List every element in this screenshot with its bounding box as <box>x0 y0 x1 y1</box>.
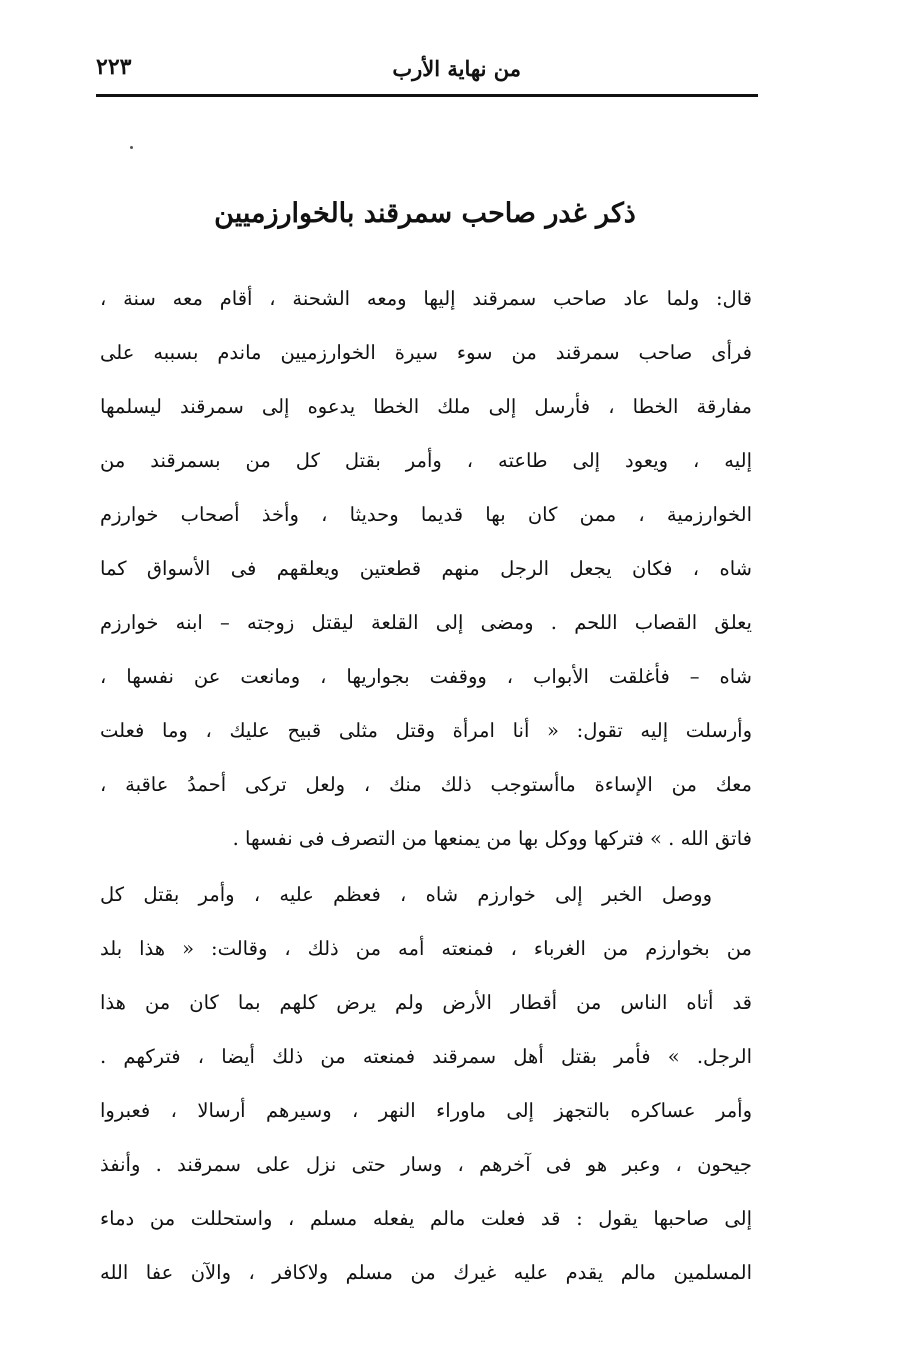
running-head-title: من نهاية الأرب <box>392 56 521 81</box>
text-line: المسلمين مالم يقدم عليه غيرك من مسلم ولاكافر ، والآن عفا الله <box>100 1261 752 1284</box>
text-line: معك من الإساءة ماأستوجب ذلك منك ، ولعل تركى أحمدُ عاقبة ، <box>100 773 752 796</box>
paragraph-1 <box>100 272 752 866</box>
text-line: إليه ، ويعود إلى طاعته ، وأمر بقتل كل من بسمرقند من <box>100 449 752 472</box>
text-line: شاه ، فكان يجعل الرجل منهم قطعتين ويعلقهم فى الأسواق كما <box>100 557 752 580</box>
ink-speck <box>130 146 133 149</box>
text-line: قد أتاه الناس من أقطار الأرض ولم يرض كلهم بما كان من هذا <box>100 991 752 1014</box>
running-head <box>96 52 756 92</box>
text-line: يعلق القصاب اللحم . ومضى إلى القلعة ليقتل زوجته – ابنه خوارزم <box>100 611 752 634</box>
text-line: إلى صاحبها يقول : قد فعلت مالم يفعله مسلم ، واستحللت من دماء <box>100 1207 752 1230</box>
text-line: الخوارزمية ، ممن كان بها قديما وحديثا ، وأخذ أصحاب خوارزم <box>100 503 752 526</box>
text-line: قال: ولما عاد صاحب سمرقند إليها ومعه الشحنة ، أقام معه سنة ، <box>100 287 752 310</box>
text-line: فاتق الله . » فتركها ووكل بها من يمنعها من التصرف فى نفسها . <box>232 827 752 850</box>
text-line: ووصل الخبر إلى خوارزم شاه ، فعظم عليه ، وأمر بقتل كل <box>100 883 712 906</box>
paragraph-2 <box>100 868 752 1300</box>
text-line: وأرسلت إليه تقول: « أنا امرأة وقتل مثلى قبيح عليك ، وما فعلت <box>100 719 752 742</box>
text-line: من بخوارزم من الغرباء ، فمنعته أمه من ذلك ، وقالت: « هذا بلد <box>100 937 752 960</box>
header-rule <box>96 94 758 97</box>
text-line: جيحون ، وعبر هو فى آخرهم ، وسار حتى نزل على سمرقند . وأنفذ <box>100 1153 752 1176</box>
text-line: مفارقة الخطا ، فأرسل إلى ملك الخطا يدعوه إلى سمرقند ليسلمها <box>100 395 752 418</box>
text-line: فرأى صاحب سمرقند من سوء سيرة الخوارزميين ماندم بسببه على <box>100 341 752 364</box>
page-number: ٢٢٣ <box>96 54 132 80</box>
text-line: شاه – فأغلقت الأبواب ، ووقفت بجواريها ، ومانعت عن نفسها ، <box>100 665 752 688</box>
text-line: الرجل. » فأمر بقتل أهل سمرقند فمنعته من ذلك أيضا ، فتركهم . <box>100 1045 752 1068</box>
section-heading: ذكر غدر صاحب سمرقند بالخوارزميين <box>214 198 636 229</box>
text-line: وأمر عساكره بالتجهز إلى ماوراء النهر ، وسيرهم أرسالا ، فعبروا <box>100 1099 752 1122</box>
